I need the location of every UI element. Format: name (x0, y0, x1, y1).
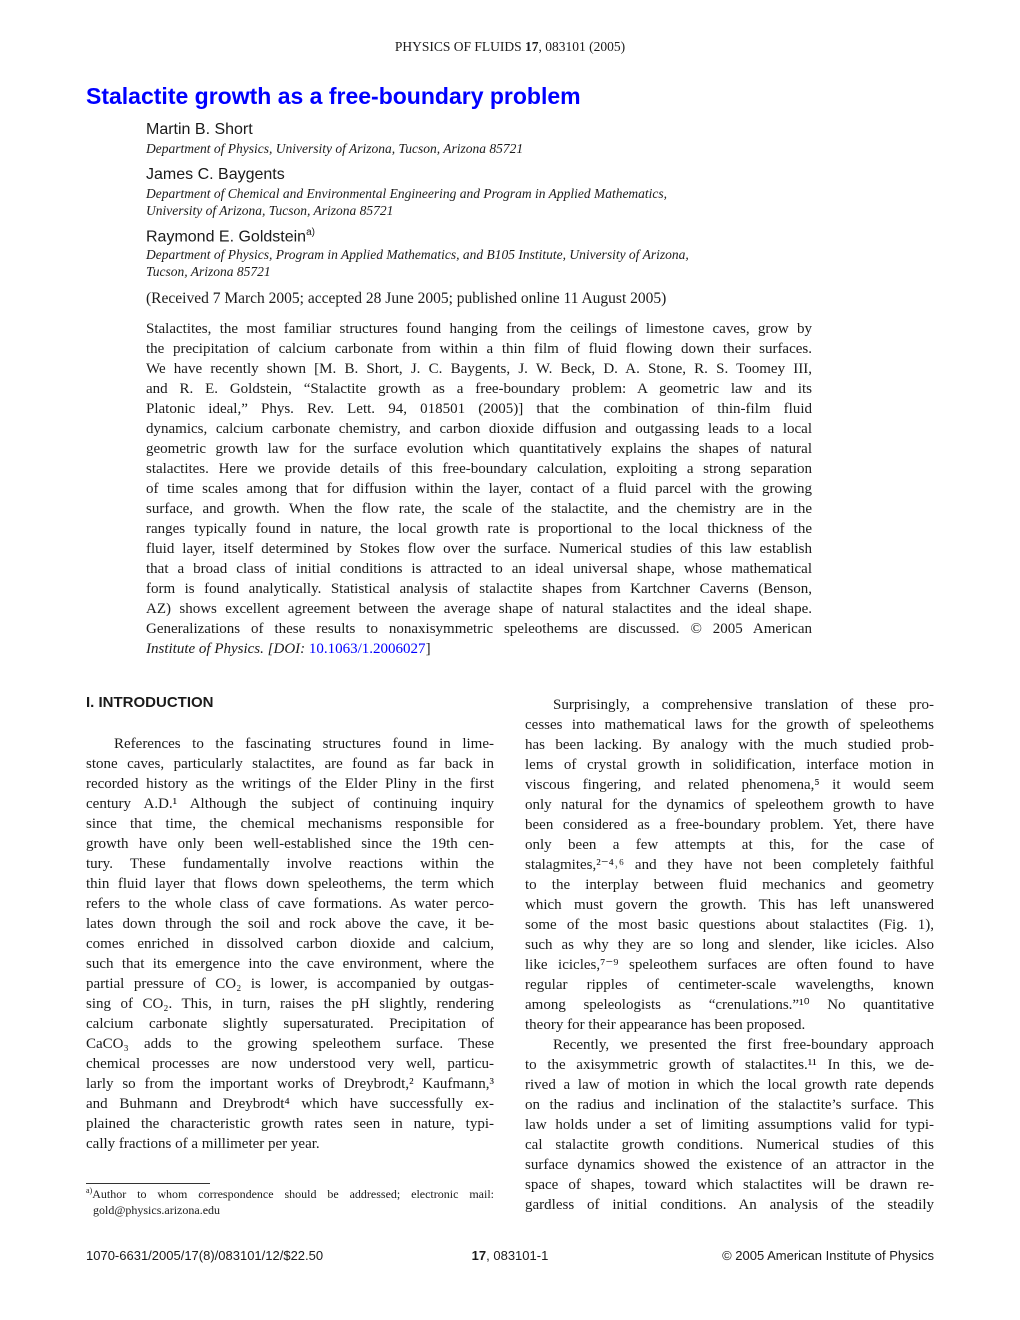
text-line: has been lacking. By analogy with the much studied prob- (525, 737, 934, 753)
text-line: Generalizations of these results to nonaxisymmetric speleothems are discussed. © 2005 American (146, 621, 812, 637)
text-line: rived a law of motion in which the local growth rate depends (525, 1077, 934, 1093)
affiliation-line: University of Arizona, Tucson, Arizona 85721 (146, 203, 394, 218)
text-line: larly so from the important works of Dreybrodt,² Kaufmann,³ (86, 1076, 494, 1092)
text-line: to the interplay between fluid mechanics and geometry (525, 877, 934, 893)
text-line: surface, and growth. When the flow rate, the scale of the stalactite, and the chemistry are in the (146, 501, 812, 517)
text-line: cally fractions of a millimeter per year. (86, 1136, 320, 1152)
text-line: of time scales among that for diffusion within the layer, contact of a fluid parcel with the growing (146, 481, 812, 497)
text-line: regular ripples of centimeter-scale wavelengths, known (525, 977, 934, 993)
text-line: stone caves, particularly stalactites, are found as far back in (86, 756, 494, 772)
text-line: and Buhmann and Dreybrodt⁴ which have successfully ex- (86, 1096, 494, 1112)
footnote-email[interactable]: gold@physics.arizona.edu (93, 1203, 221, 1217)
text-line: calcium carbonate slightly supersaturated. Precipitation of (86, 1016, 494, 1032)
text-line: the precipitation of calcium carbonate from within a thin film of fluid flowing down their surfaces. (146, 341, 812, 357)
text-line: like icicles,⁷⁻⁹ speleothem surfaces are often found to have (525, 957, 934, 973)
text-line: Stalactites, the most familiar structures found hanging from the ceilings of limestone caves, grow by (146, 321, 812, 337)
footer-page-number: , 083101-1 (486, 1248, 549, 1263)
text-line: which must govern the growth. This has left unanswered (525, 897, 934, 913)
text-line: dynamics, calcium carbonate chemistry, and carbon dioxide diffusion and outgassing leads to a local (146, 421, 812, 437)
text-line: tury. These fundamentally involve reactions within the (86, 856, 494, 872)
text-line: some of the most basic questions about stalactites (Fig. 1), (525, 917, 934, 933)
author-name: James C. Baygents (146, 166, 285, 183)
text-line: viscous fingering, and related phenomena,⁵ it would seem (525, 777, 934, 793)
text-line: to the axisymmetric growth of stalactites.¹¹ In this, we de- (525, 1057, 934, 1073)
footnote (86, 1183, 494, 1218)
text-line: fluid layer, itself determined by Stokes flow over the surface. Numerical studies of this law establish (146, 541, 812, 557)
author-affiliation (146, 185, 786, 219)
text-line: been considered as a free-boundary problem. Yet, there have (525, 817, 934, 833)
text-line: growth have only been well-established since the 19th cen- (86, 836, 494, 852)
text-line: stalagmites,²⁻⁴˒⁶ and they have not been completely faithful (525, 857, 934, 873)
text-line: since that time, the chemical mechanisms responsible for (86, 816, 494, 832)
text-line: Recently, we presented the first free-boundary approach (553, 1037, 934, 1053)
text-line: recorded history as the writings of the Elder Pliny in the first (86, 776, 494, 792)
section-heading: I. INTRODUCTION (86, 694, 214, 711)
affiliation-line: Department of Physics, University of Arizona, Tucson, Arizona 85721 (146, 141, 524, 156)
footnote-text: Author to whom correspondence should be addressed; electronic mail: (92, 1187, 494, 1201)
text-line: chemical processes are now understood very well, particu- (86, 1056, 494, 1072)
footnote-mark[interactable]: a) (306, 227, 315, 238)
text-line: century A.D.¹ Although the subject of continuing inquiry (86, 796, 494, 812)
running-head (0, 39, 1020, 55)
abstract-final-line (146, 639, 812, 659)
text-line: and R. E. Goldstein, “Stalactite growth as a free-boundary problem: A geometric law and its (146, 381, 812, 397)
abstract-final-suffix: ] (425, 641, 431, 657)
abstract-final-prefix: Institute of Physics. [DOI: (146, 641, 309, 657)
text-line: Surprisingly, a comprehensive translation of these pro- (553, 697, 934, 713)
text-line: surface dynamics showed the existence of an attractor in the (525, 1157, 934, 1173)
doi-link[interactable]: 10.1063/1.2006027 (308, 641, 426, 657)
author-name-text: Raymond E. Goldstein (146, 228, 307, 246)
text-line: cal stalactite growth conditions. Numerical studies of this (525, 1137, 934, 1153)
text-line: We have recently shown [M. B. Short, J. C. Baygents, J. W. Beck, D. A. Stone, R. S. Toomey III, (146, 361, 812, 377)
text-line: that a broad class of initial conditions is attracted to an ideal universal shape, whose mathematical (146, 561, 812, 577)
journal-article-info: , 083101 (2005) (538, 39, 626, 54)
author-affiliation (146, 246, 786, 280)
text-line: plained the characteristic growth rates seen in nature, typi- (86, 1116, 494, 1132)
received-dates: (Received 7 March 2005; accepted 28 June 2005; published online 11 August 2005) (146, 290, 667, 307)
text-line: AZ) shows excellent agreement between the average shape of natural stalactites and the ideal shape. (146, 601, 812, 617)
left-column (86, 734, 494, 1154)
text-line: References to the fascinating structures found in lime- (114, 736, 494, 752)
journal-volume: 17 (525, 39, 539, 54)
footer-copyright: © 2005 American Institute of Physics (722, 1248, 934, 1263)
text-line: on the radius and inclination of the stalactite’s surface. This (525, 1097, 934, 1113)
text-line: Platonic ideal,” Phys. Rev. Lett. 94, 018501 (2005)] that the combination of thin-film fluid (146, 401, 812, 417)
text-line: thin fluid layer that flows down speleothems, the term which (86, 876, 494, 892)
text-line: sing of CO₂. This, in turn, raises the pH slightly, rendering (86, 996, 494, 1012)
abstract (146, 319, 812, 659)
author-affiliation (146, 140, 786, 157)
affiliation-line: Department of Chemical and Environmental Engineering and Program in Applied Mathematics, (146, 186, 668, 201)
text-line: among speleologists as “crenulations.”¹⁰ No quantitative (525, 997, 934, 1013)
text-line: form is found analytically. Statistical analysis of stalactite shapes from Kartchner Caverns (Benson, (146, 581, 812, 597)
author-name: Martin B. Short (146, 121, 253, 138)
text-line: theory for their appearance has been proposed. (525, 1017, 806, 1033)
text-line: geometric growth law for the surface evolution which quantitatively explains the shapes of natural (146, 441, 812, 457)
affiliation-line: Tucson, Arizona 85721 (146, 264, 271, 279)
text-line: lates down through the soil and rock above the cave, it be- (86, 916, 494, 932)
text-line: gardless of initial conditions. An analysis of the steadily (525, 1197, 934, 1213)
journal-name: PHYSICS OF FLUIDS (394, 39, 522, 54)
footer-code: 1070-6631/2005/17(8)/083101/12/$22.50 (86, 1248, 324, 1263)
author-name (146, 227, 315, 246)
text-line: cesses into mathematical laws for the growth of speleothems (525, 717, 934, 733)
text-line: refers to the whole class of cave formations. As water perco- (86, 896, 494, 912)
right-column (525, 695, 934, 1215)
footer-volume: 17 (471, 1248, 487, 1263)
text-line: law holds under a set of limiting assumptions valid for typi- (525, 1117, 934, 1133)
footnote-mark: a) (86, 1186, 93, 1195)
text-line: such that its emergence into the cave environment, where the (86, 956, 494, 972)
text-line: lems of crystal growth in solidification, interface motion in (525, 757, 934, 773)
text-line: comes enriched in dissolved carbon dioxide and calcium, (86, 936, 494, 952)
text-line: such as why they are so long and slender, like icicles. Also (525, 937, 934, 953)
text-line: partial pressure of CO₂ is lower, is accompanied by outgas- (86, 976, 494, 992)
text-line: space of shapes, toward which stalactites will be drawn re- (525, 1177, 934, 1193)
text-line: stalactites. Here we provide details of this free-boundary calculation, exploiting a strong separation (146, 461, 812, 477)
text-line: only natural for the dynamics of speleothem growth to have (525, 797, 934, 813)
text-line: only been a few attempts at this, for the case of (525, 837, 934, 853)
text-line: ranges typically found in nature, the local growth rate is proportional to the local thickness of the (146, 521, 812, 537)
paper-title: Stalactite growth as a free-boundary problem (86, 83, 581, 109)
text-line: CaCO₃ adds to the growing speleothem surface. These (86, 1036, 494, 1052)
affiliation-line: Department of Physics, Program in Applied Mathematics, and B105 Institute, University of Arizona, (146, 247, 689, 262)
